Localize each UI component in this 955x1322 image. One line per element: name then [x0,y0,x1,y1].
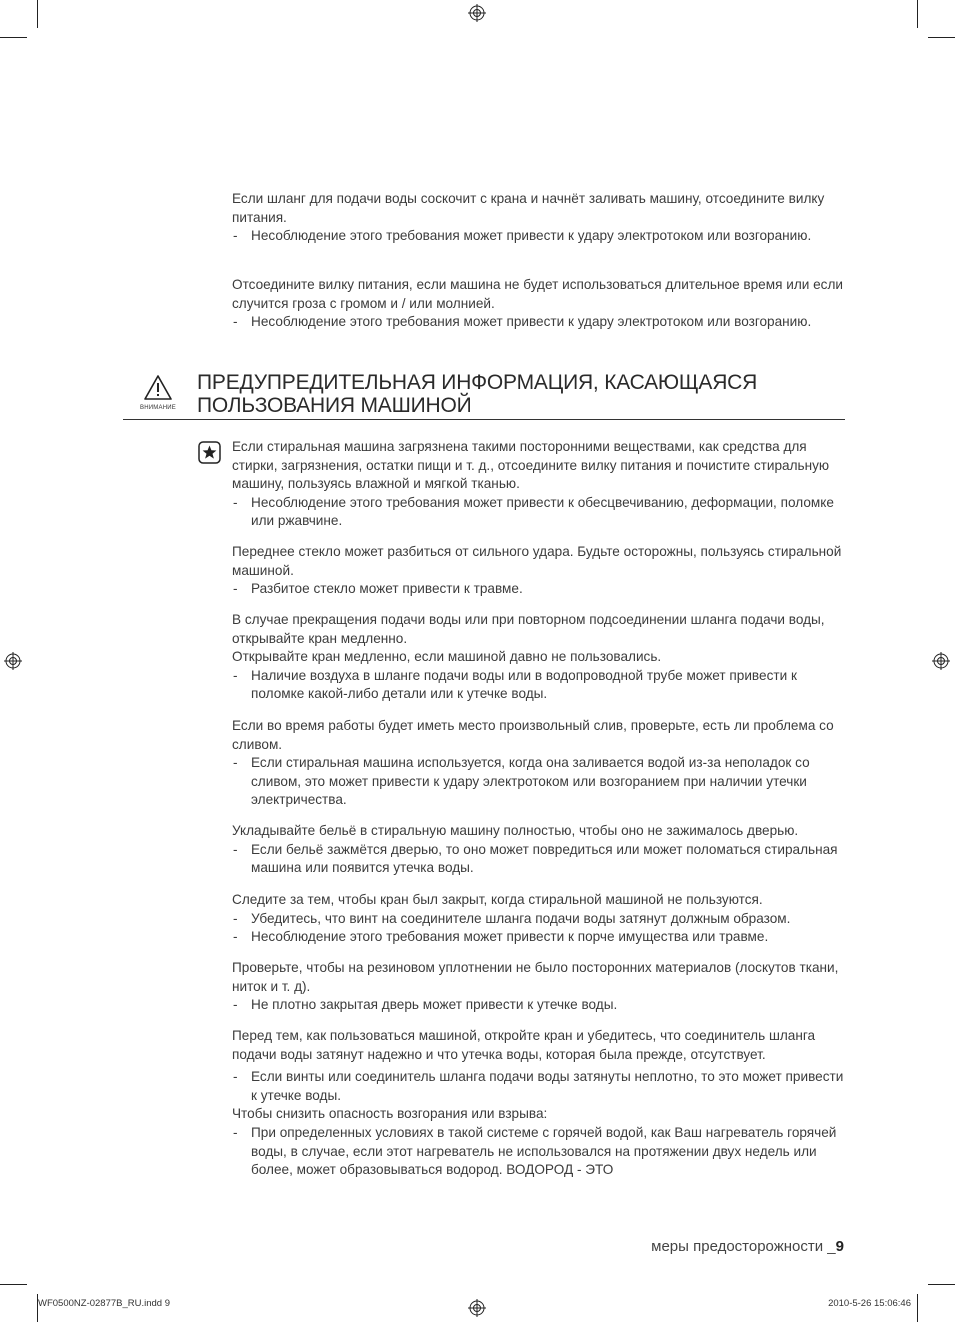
warning-note: - Несоблюдение этого требования может привести к удару электротоком или возгоранию. [232,227,847,246]
warning-item [232,717,847,810]
registration-mark-icon [932,652,950,670]
warning-item [232,543,847,599]
warning-text: Если шланг для подачи воды соскочит с крана и начнёт заливать машину, отсоедините вилку питания. [232,191,825,225]
warning-item [232,822,847,878]
warning-note: - Убедитесь, что винт на соединителе шланга подачи воды затянут должным образом. [232,910,847,929]
warning-note: - Не плотно закрытая дверь может привести к утечке воды. [232,996,847,1015]
warning-item [232,190,847,246]
page-number: 9 [835,1238,844,1255]
warning-note: - При определенных условиях в такой системе с горячей водой, как Ваш нагреватель горячей воды, в случае, если этот нагреватель не использовался на протяжении двух недель или более, может образовываться водород. ВОДОРОД - ЭТО [232,1124,847,1180]
star-symbol-icon [198,441,221,464]
footer-section-title: меры предосторожности _ [651,1238,836,1255]
registration-mark-icon [468,4,486,22]
crop-mark [0,1284,27,1285]
warning-text: Чтобы снизить опасность возгорания или взрыва: [232,1106,548,1122]
warning-text: Укладывайте бельё в стиральную машину полностью, чтобы оно не зажималось дверью. [232,823,799,838]
warning-text: Перед тем, как пользоваться машиной, откройте кран и убедитесь, что соединитель шланга подачи воды затянут надежно и что утечка воды, которая была прежде, отсутствует. [232,1028,816,1062]
warning-item [232,959,847,1015]
crop-mark [928,37,955,38]
warning-text: Проверьте, чтобы на резиновом уплотнении не было посторонних материалов (лоскутов ткани, ниток и т. д). [232,960,839,994]
warning-text: Следите за тем, чтобы кран был закрыт, когда стиральной машиной не пользуются. [232,892,763,907]
crop-mark [0,37,27,38]
warning-note: - Если бельё зажмётся дверью, то оно может повредиться или может поломаться стиральная машина или появится утечка воды. [232,841,847,878]
warning-note: - Наличие воздуха в шланге подачи воды или в водопроводной трубе может привести к поломке какой-либо детали или к утечке воды. [232,667,847,704]
heading-line-1: ПРЕДУПРЕДИТЕЛЬНАЯ ИНФОРМАЦИЯ, КАСАЮЩАЯСЯ [197,371,758,394]
warning-text: Открывайте кран медленно, если машиной давно не пользовались. [232,649,662,665]
print-slug-file: WF0500NZ-02877B_RU.indd 9 [38,1298,171,1309]
crop-mark [928,1284,955,1285]
warning-text: Если во время работы будет иметь место произвольный слив, проверьте, есть ли проблема со сливом. [232,718,834,752]
warning-note: - Разбитое стекло может привести к травме. [232,580,847,599]
crop-mark [917,1294,918,1322]
warning-note: - Несоблюдение этого требования может привести к обесцвечиванию, деформации, поломке или ржавчине. [232,494,847,531]
warning-text: В случае прекращения подачи воды или при повторном подсоединении шланга подачи воды, открывайте кран медленно. [232,612,825,646]
warning-text: Если стиральная машина загрязнена такими посторонними веществами, как средства для стирки, загрязнения, остатки пищи и т. д., отсоедините вилку питания и почистите стиральную машину, пользуясь влажной и мягкой тканью. [232,439,830,492]
warning-text: Отсоедините вилку питания, если машина не будет использоваться длительное время или если случится гроза с громом и / или молнией. [232,277,844,311]
caution-symbol [137,374,179,411]
crop-mark [37,0,38,28]
caution-label: ВНИМАНИЕ [140,405,176,411]
warning-note: - Если винты или соединитель шланга подачи воды затянуты неплотно, то это может привести к утечке воды. [232,1068,847,1105]
print-slug-date: 2010-5-26 15:06:46 [828,1298,911,1309]
warning-triangle-icon [143,374,173,401]
warning-item [232,276,847,332]
heading-divider [123,419,845,420]
warning-item [232,611,847,704]
warning-item [232,891,847,947]
warning-note: - Несоблюдение этого требования может привести к порче имущества или травме. [232,928,847,947]
page-footer [651,1238,844,1255]
warning-note: - Несоблюдение этого требования может привести к удару электротоком или возгоранию. [232,313,847,332]
registration-mark-icon [4,652,22,670]
warning-note: - Если стиральная машина используется, когда она заливается водой из-за неполадок со сливом, это может привести к удару электротоком или возгоранием при наличии утечки электричества. [232,754,847,810]
crop-mark [917,0,918,28]
heading-line-2: ПОЛЬЗОВАНИЯ МАШИНОЙ [197,394,472,417]
warning-text: Переднее стекло может разбиться от сильного удара. Будьте осторожны, пользуясь стиральной машиной. [232,544,842,578]
warning-item [232,438,847,531]
warning-item [232,1027,847,1180]
section-heading [197,371,837,417]
registration-mark-icon [468,1299,486,1317]
